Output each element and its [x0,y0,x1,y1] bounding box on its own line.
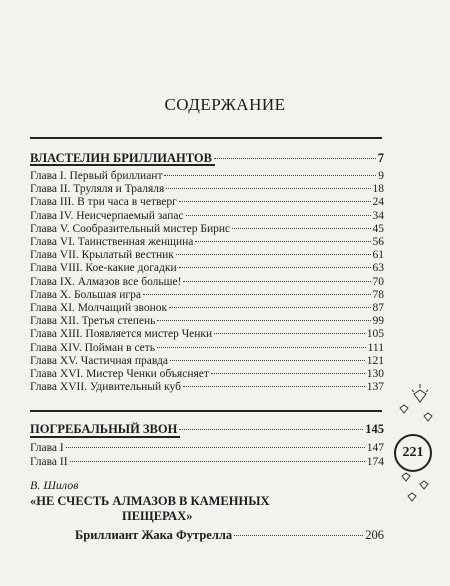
leader-dots [214,332,365,334]
part1-title-underline [30,164,215,166]
chapter-title: Глава II [30,456,68,468]
chapter-title: Глава V. Сообразительный мистер Бирнс [30,222,231,235]
toc-chapter-row [30,379,384,395]
leader-dots [183,385,365,387]
chapter-title: Глава X. Большая игра [30,288,141,301]
chapter-page: 56 [372,236,384,248]
leader-dots [176,253,371,255]
chapter-page: 111 [367,341,384,354]
chapter-page: 63 [372,262,384,275]
chapter-page: 18 [372,183,384,196]
leader-dots [70,460,365,462]
chapter-title: Глава XVI. Мистер Ченки объясняет [30,368,209,380]
chapter-page: 174 [366,456,384,468]
essay-title-line1: «НЕ СЧЕСТЬ АЛМАЗОВ В КАМЕННЫХ [30,494,270,508]
chapter-page: 121 [366,354,384,367]
part1-top-rule [30,137,382,139]
leader-dots [157,346,366,348]
leader-dots [183,280,370,282]
chapter-page: 61 [372,249,384,262]
leader-dots [186,214,371,216]
chapter-page: 45 [372,222,384,235]
chapter-title: Глава VIII. Кое-какие догадки [30,262,177,275]
chapter-title: Глава VII. Крылатый вестник [30,249,174,262]
chapter-title: Глава XVII. Удивительный куб [30,381,181,394]
part1-page: 7 [377,151,384,165]
leader-dots [232,227,370,229]
chapter-title: Глава IX. Алмазов все больше! [30,275,182,288]
toc-chapter-row [30,454,384,470]
chapter-page: 137 [366,381,384,394]
chapter-title: Глава XV. Частичная правда [30,354,168,367]
chapter-page: 34 [372,209,384,222]
essay-author: В. Шилов [30,478,79,492]
part2-title: ПОГРЕБАЛЬНЫЙ ЗВОН [30,422,178,436]
chapter-page: 147 [366,442,384,454]
chapter-title: Глава XII. Третья степень [30,315,156,328]
chapter-page: 99 [372,315,384,328]
leader-dots [234,534,363,536]
essay-subtitle: Бриллиант Жака Футрелла [75,528,233,542]
leader-dots [166,187,370,189]
part2-top-rule [30,410,382,412]
chapter-title: Глава XIV. Пойман в сеть [30,341,156,354]
leader-dots [214,157,376,159]
leader-dots [170,359,365,361]
chapter-title: Глава I. Первый бриллиант [30,170,163,182]
page-number-badge: 221 [394,434,432,472]
essay-title-line2: ПЕЩЕРАХ» [122,509,193,523]
essay-page: 206 [365,528,384,542]
part2-title-underline [30,436,180,438]
leader-dots [195,240,370,242]
page-title: СОДЕРЖАНИЕ [164,95,286,114]
chapter-title: Глава VI. Таинственная женщина [30,236,194,248]
part2-page: 145 [365,422,384,436]
chapter-page: 24 [372,196,384,209]
chapter-title: Глава XIII. Появляется мистер Ченки [30,328,213,341]
leader-dots [179,266,371,268]
chapter-page: 87 [372,302,384,314]
chapter-title: Глава IV. Неисчерпаемый запас [30,209,184,222]
part1-title: ВЛАСТЕЛИН БРИЛЛИАНТОВ [30,151,212,165]
essay-subtitle-row [75,527,384,543]
essay-title [30,494,270,524]
chapter-title: Глава XI. Молчащий звонок [30,302,168,314]
leader-dots [157,319,370,321]
part2-heading-row [30,421,384,437]
chapter-page: 9 [378,170,384,182]
chapter-page: 70 [372,275,384,288]
chapter-page: 78 [372,288,384,301]
leader-dots [179,200,371,202]
leader-dots [66,446,365,448]
leader-dots [211,372,365,374]
chapter-title: Глава III. В три часа в четверг [30,196,177,209]
chapter-page: 105 [366,328,384,341]
chapter-title: Глава II. Труляля и Траляля [30,183,165,196]
chapter-title: Глава I [30,442,64,454]
leader-dots [143,293,371,295]
leader-dots [179,428,363,430]
leader-dots [169,306,370,308]
leader-dots [164,174,376,176]
chapter-page: 130 [366,368,384,380]
